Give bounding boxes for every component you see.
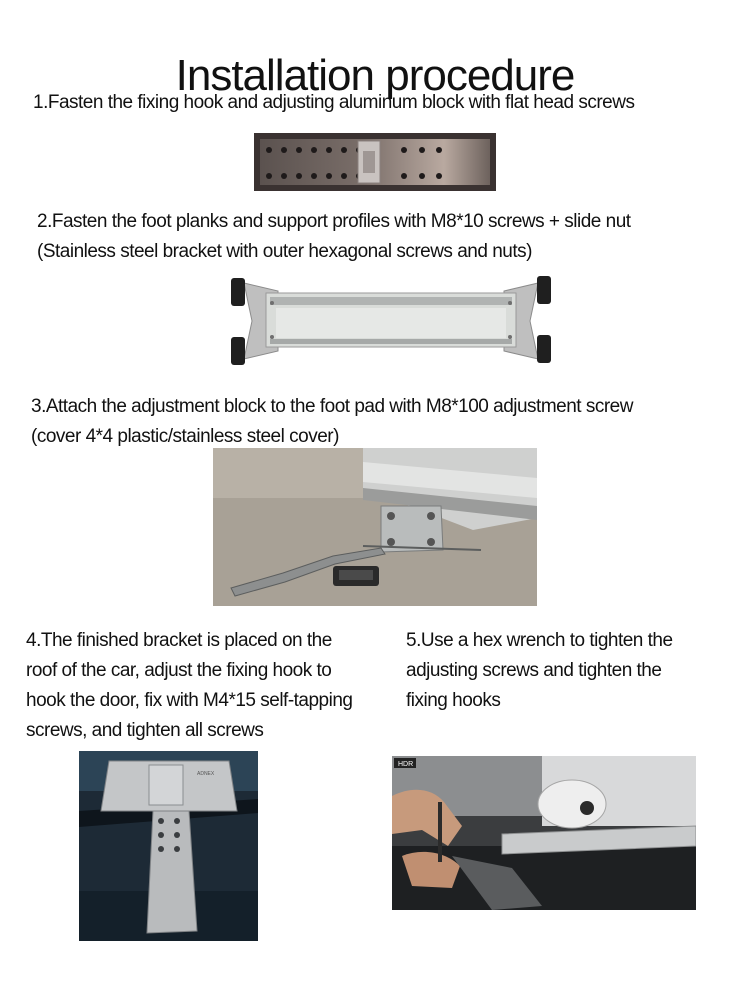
step-5-text bbox=[406, 626, 673, 716]
page-title: Installation procedure bbox=[175, 51, 575, 101]
step-4-line-1: 4.The finished bracket is placed on the bbox=[26, 630, 332, 651]
support-profile-rail-photo bbox=[226, 273, 556, 369]
step-3-line-1: 3.Attach the adjustment block to the foot pad with M8*100 adjustment screw bbox=[31, 396, 633, 417]
step-3-line-2: (cover 4*4 plastic/stainless steel cover) bbox=[31, 426, 339, 447]
adjustment-block-photo bbox=[213, 448, 537, 606]
step-4-text bbox=[26, 626, 352, 746]
brand-mark: ADNEX bbox=[197, 771, 215, 777]
step-5-line-3: fixing hooks bbox=[406, 690, 501, 711]
hex-wrench-tightening-photo bbox=[392, 756, 696, 910]
step-2-line-1: 2.Fasten the foot planks and support profiles with M8*10 screws + slide nut bbox=[37, 211, 631, 232]
step-4-line-3: hook the door, fix with M4*15 self-tapping bbox=[26, 690, 353, 711]
step-4-line-2: roof of the car, adjust the fixing hook to bbox=[26, 660, 332, 681]
step-5-line-1: 5.Use a hex wrench to tighten the bbox=[406, 630, 673, 651]
fixing-hook-plate-photo bbox=[254, 133, 496, 191]
step-2-line-2: (Stainless steel bracket with outer hexagonal screws and nuts) bbox=[37, 241, 532, 262]
step-3-text bbox=[31, 392, 633, 452]
step-4-line-4: screws, and tighten all screws bbox=[26, 720, 264, 741]
step-2-text bbox=[37, 207, 631, 267]
step-5-line-2: adjusting screws and tighten the bbox=[406, 660, 662, 681]
step-1-text bbox=[33, 88, 634, 118]
roof-bracket-photo bbox=[79, 751, 258, 941]
step-1-line-1: 1.Fasten the fixing hook and adjusting aluminum block with flat head screws bbox=[33, 92, 635, 113]
hdr-badge: HDR bbox=[398, 761, 414, 768]
